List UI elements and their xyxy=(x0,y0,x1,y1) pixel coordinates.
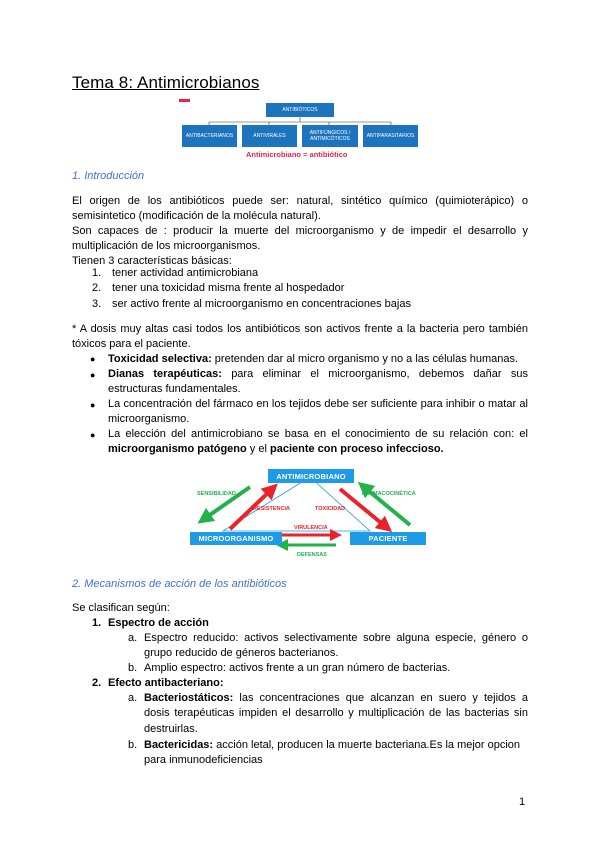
list-item: tener actividad antimicrobiana xyxy=(112,267,259,279)
diagram-box-paciente: PACIENTE xyxy=(350,532,426,545)
sublist-letter: b. xyxy=(128,739,138,751)
sublist-letter: a. xyxy=(128,632,138,644)
list-number: 3. xyxy=(92,298,102,310)
bullet-item-dianas: Dianas terapéuticas: para eliminar el microorganismo, debemos dañar sus estructuras fundamentales. xyxy=(108,368,528,396)
label-sensibilidad: SENSIBILIDAD xyxy=(197,491,236,497)
list-number: 2. xyxy=(92,282,102,294)
diagram-box-microorganismo: MICROORGANISMO xyxy=(190,532,282,545)
bullet-icon: ● xyxy=(90,370,96,380)
sublist-item-bactericidas: Bactericidas: acción letal, producen la muerte bacteriana.Es la mejor opcion para inmunodeficiencias xyxy=(144,739,521,767)
label-defensas: DEFENSAS xyxy=(297,552,327,558)
bullet-item-toxicidad: Toxicidad selectiva: pretenden dar al micro organismo y no a las células humanas. xyxy=(108,353,519,365)
list-item-title-espectro: Espectro de acción xyxy=(108,617,209,629)
paragraph-caracteristicas: Tienen 3 características básicas: xyxy=(72,255,232,267)
paragraph-nota-dosis: * A dosis muy altas casi todos los antibióticos son activos frente a la bacteria pero también tóxicos para el paciente. xyxy=(72,323,528,351)
bullet-icon: ● xyxy=(90,354,96,364)
sublist-item-espectro-reducido: Espectro reducido: activos selectivamente sobre alguna especie, género o grupo reducido de géneros bacterianos. xyxy=(144,632,528,660)
org-box-antifungicos: ANTIFÚNGICOS / ANTIMICÓTICOS xyxy=(302,125,358,147)
list-item: ser activo frente al microorganismo en concentraciones bajas xyxy=(112,298,411,310)
bullet-icon: ● xyxy=(90,430,96,440)
sublist-item-bacteriostaticos: Bacteriostáticos: las concentraciones que alcanzan en suero y tejidos a dosis terapéuticas impiden el desarrollo y multiplicación de las bacterias sin destruirlas. xyxy=(144,692,528,735)
list-number: 1. xyxy=(92,617,102,629)
paragraph-origen: El origen de los antibióticos puede ser: natural, sintético químico (quimioterápico) o semisintetico (modificación de la molécula natural). xyxy=(72,195,528,223)
label-virulencia: VIRULENCIA xyxy=(294,525,328,531)
page-title: Tema 8: Antimicrobianos xyxy=(72,73,260,92)
section-heading-introduccion: 1. Introducción xyxy=(72,170,145,182)
label-resistencia: RESISTENCIA xyxy=(253,506,290,512)
list-number: 2. xyxy=(92,677,102,689)
label-toxicidad: TOXICIDAD xyxy=(315,506,346,512)
list-item-title-efecto: Efecto antibacteriano: xyxy=(108,677,224,689)
org-box-antibioticos: ANTIBIÓTICOS xyxy=(266,103,334,117)
sublist-item-amplio-espectro: Amplio espectro: activos frente a un gran número de bacterias. xyxy=(144,662,451,674)
list-item: tener una toxicidad misma frente al hospedador xyxy=(112,282,345,294)
bullet-item-concentracion: La concentración del fármaco en los tejidos debe ser suficiente para inhibir o matar al microorganismo. xyxy=(108,398,528,426)
org-box-antivirales: ANTIVIRALES xyxy=(242,125,297,147)
bullet-icon: ● xyxy=(90,400,96,410)
org-box-antiparasitarios: ANTIPARASITARIOS xyxy=(363,125,418,147)
org-chart-caption: Antimicrobiano = antibiótico xyxy=(246,150,348,159)
page-number: 1 xyxy=(519,796,526,808)
bullet-item-eleccion: La elección del antimicrobiano se basa en el conocimiento de su relación con: el microorganismo patógeno y el paciente con proceso infeccioso. xyxy=(108,428,528,456)
section-heading-mecanismos: 2. Mecanismos de acción de los antibióticos xyxy=(72,578,287,590)
paragraph-clasifican: Se clasifican según: xyxy=(72,602,170,614)
label-farmacocinetica: FARMACOCINÉTICA xyxy=(362,491,416,497)
diagram-box-antimicrobiano: ANTIMICROBIANO xyxy=(268,469,354,483)
paragraph-capaces: Son capaces de : producir la muerte del microorganismo y de impedir el desarrollo y multiplicación de los microorganismos. xyxy=(72,225,528,253)
list-number: 1. xyxy=(92,267,102,279)
org-box-antibacterianos: ANTIBACTERIANOS xyxy=(182,125,237,147)
sublist-letter: a. xyxy=(128,692,138,704)
sublist-letter: b. xyxy=(128,662,138,674)
